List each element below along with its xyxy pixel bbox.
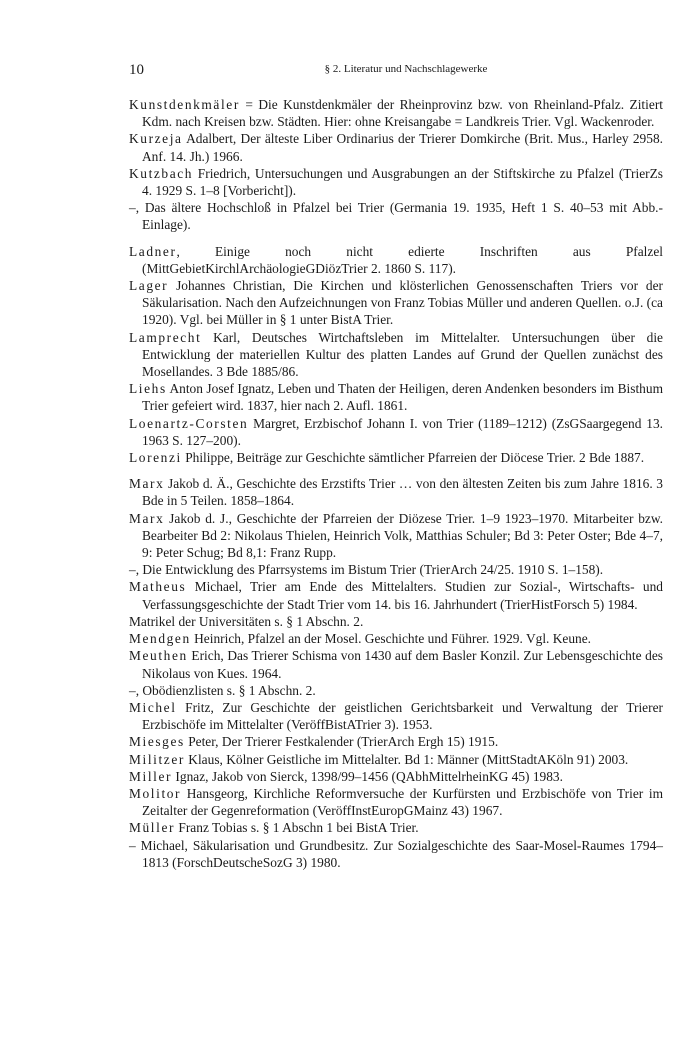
entry-text: Michael, Trier am Ende des Mittelalters. Studien zur Sozial-, Wirtschafts- und Verfassungsgeschichte der Stadt Trier vom 14. bis 16. Jahrhundert (TrierHistForsch 5) 1984. — [142, 579, 663, 612]
entry-text: –, Obödienzlisten s. § 1 Abschn. 2. — [129, 682, 316, 698]
entry-text: Klaus, Kölner Geistliche im Mittelalter. Bd 1: Männer (MittStadtAKöln 91) 2003. — [184, 751, 629, 767]
entry-text: –, Das ältere Hochschloß in Pfalzel bei Trier (Germania 19. 1935, Heft 1 S. 40–53 mit Abb.-Einlage). — [129, 200, 663, 233]
bibliography-entry — [129, 277, 663, 329]
bibliography-entry — [129, 699, 663, 733]
bibliography-entry — [129, 96, 663, 130]
bibliography-entry — [129, 785, 663, 819]
author-name: Miesges — [129, 734, 185, 750]
bibliography-entry — [129, 415, 663, 449]
bibliography-entry — [129, 165, 663, 199]
page-number: 10 — [129, 62, 144, 78]
author-name: Marx — [129, 476, 165, 492]
author-name: Lamprecht — [129, 329, 202, 345]
entry-text: Heinrich, Pfalzel an der Mosel. Geschichte und Führer. 1929. Vgl. Keune. — [190, 631, 592, 647]
author-name: Michel — [129, 699, 177, 715]
page-header — [129, 62, 663, 82]
bibliography-entry — [129, 380, 663, 414]
author-name: Marx — [129, 510, 165, 526]
bibliography-entry — [129, 768, 663, 785]
bibliography-entry — [129, 199, 663, 233]
entry-text: = Die Kunstdenkmäler der Rheinprovinz bzw. von Rheinland-Pfalz. Zitiert Kdm. nach Kreisen bzw. Städten. Hier: ohne Kreisangabe = Landkreis Trier. Vgl. Wackenroder. — [142, 97, 663, 130]
bibliography-entry — [129, 819, 663, 836]
entry-text: Erich, Das Trierer Schisma von 1430 auf dem Basler Konzil. Zur Lebensgeschichte des Nikolaus von Kues. 1964. — [142, 648, 663, 681]
entry-text: Johannes Christian, Die Kirchen und klösterlichen Genossenschaften Triers vor der Säkularisation. Nach den Aufzeichnungen von Franz Tobias Müller und anderen Quellen. o.J. (ca 1920). Vgl. bei Müller in § 1 unter BistA Trier. — [142, 278, 663, 328]
entry-text: Matrikel der Universitäten s. § 1 Abschn. 2. — [129, 613, 364, 629]
bibliography-entry — [129, 630, 663, 647]
entry-text: Philippe, Beiträge zur Geschichte sämtlicher Pfarreien der Diöcese Trier. 2 Bde 1887. — [181, 450, 645, 466]
author-name: Miller — [129, 768, 173, 784]
entry-text: Franz Tobias s. § 1 Abschn 1 bei BistA Trier. — [175, 820, 419, 836]
bibliography-entry — [129, 733, 663, 750]
running-head: § 2. Literatur und Nachschlagewerke — [324, 63, 488, 75]
bibliography-entry — [129, 647, 663, 681]
entry-text: Fritz, Zur Geschichte der geistlichen Gerichtsbarkeit und Verwaltung der Trierer Erzbischöfe im Mittelalter (VeröffBistATrier 3). 1953. — [142, 699, 663, 733]
author-name: Molitor — [129, 785, 182, 801]
bibliography-entry — [129, 449, 663, 466]
entry-group — [129, 475, 663, 871]
entry-text: – Michael, Säkularisation und Grundbesitz. Zur Sozialgeschichte des Saar-Mosel-Raumes 1794–1813 (ForschDeutscheSozG 3) 1980. — [129, 837, 663, 870]
bibliography-entry — [129, 510, 663, 562]
entry-text: Hansgeorg, Kirchliche Reformversuche der Kurfürsten und Erzbischöfe von Trier im Zeitalter der Gegenreformation (VeröffInstEuropGMainz 43) 1967. — [142, 785, 663, 819]
entry-text: , Einige noch nicht edierte Inschriften aus Pfalzel (MittGebietKirchlArchäologieGDiözTrier 2. 1860 S. 117). — [142, 243, 663, 276]
entry-text: Karl, Deutsches Wirtchaftsleben im Mittelalter. Untersuchungen über die Entwicklung der materiellen Kultur des platten Landes auf Grund der Quellen zunächst des Mosellandes. 3 Bde 1885/86. — [142, 329, 663, 380]
author-name: Kunstdenkmäler — [129, 97, 240, 112]
bibliography-entry — [129, 561, 663, 578]
entry-text: –, Die Entwicklung des Pfarrsystems im Bistum Trier (TrierArch 24/25. 1910 S. 1–158). — [129, 562, 604, 578]
entry-text: Jakob d. Ä., Geschichte des Erzstifts Trier … von den ältesten Zeiten bis zum Jahre 1816. 3 Bde in 5 Teilen. 1858–1864. — [142, 476, 663, 509]
author-name: Meuthen — [129, 648, 188, 664]
author-name: Ladner — [129, 243, 177, 259]
author-name: Militzer — [129, 751, 185, 767]
bibliography-entry — [129, 329, 663, 381]
entry-text: Anton Josef Ignatz, Leben und Thaten der Heiligen, deren Andenken besonders im Bisthum Trier gefeiert wird. 1837, hier nach 2. Aufl. 1861. — [142, 381, 663, 414]
bibliography-entry — [129, 751, 663, 768]
entry-text: Ignaz, Jakob von Sierck, 1398/99–1456 (QAbhMittelrheinKG 45) 1983. — [172, 768, 563, 784]
bibliography-entry — [129, 578, 663, 612]
author-name: Müller — [129, 820, 176, 836]
author-name: Liehs — [129, 381, 167, 397]
author-name: Kurzeja — [129, 131, 183, 147]
bibliography-entry — [129, 682, 663, 699]
entry-text: Adalbert, Der älteste Liber Ordinarius der Trierer Domkirche (Brit. Mus., Harley 2958. Anf. 14. Jh.) 1966. — [142, 131, 663, 164]
entry-group — [129, 243, 663, 467]
bibliography-entry — [129, 613, 663, 630]
author-name: Lorenzi — [129, 450, 182, 466]
entry-text: Peter, Der Trierer Festkalender (TrierArch Ergh 15) 1915. — [184, 734, 499, 750]
bibliography-entry — [129, 475, 663, 509]
bibliography-entry — [129, 243, 663, 277]
author-name: Lager — [129, 278, 169, 294]
entry-text: Jakob d. J., Geschichte der Pfarreien der Diözese Trier. 1–9 1923–1970. Mitarbeiter bzw. Bearbeiter Bd 2: Nikolaus Thielen, Heinrich Volk, Matthias Schuler; Bd 3: Peter Oster; Bde 4–7, 9: Peter Schug; Bd 8,1: Franz Rupp. — [142, 510, 663, 561]
author-name: Mendgen — [129, 631, 191, 647]
bibliography-entry — [129, 130, 663, 164]
bibliography-list — [129, 96, 663, 880]
entry-text: Margret, Erzbischof Johann I. von Trier (1189–1212) (ZsGSaargegend 13. 1963 S. 127–200). — [142, 415, 663, 448]
bibliography-entry — [129, 837, 663, 871]
entry-text: Friedrich, Untersuchungen und Ausgrabungen an der Stiftskirche zu Pfalzel (TrierZs 4. 1929 S. 1–8 [Vorbericht]). — [142, 165, 663, 199]
entry-group — [129, 96, 663, 234]
author-name: Kutzbach — [129, 165, 194, 181]
author-name: Loenartz-Corsten — [129, 415, 249, 431]
author-name: Matheus — [129, 579, 187, 595]
